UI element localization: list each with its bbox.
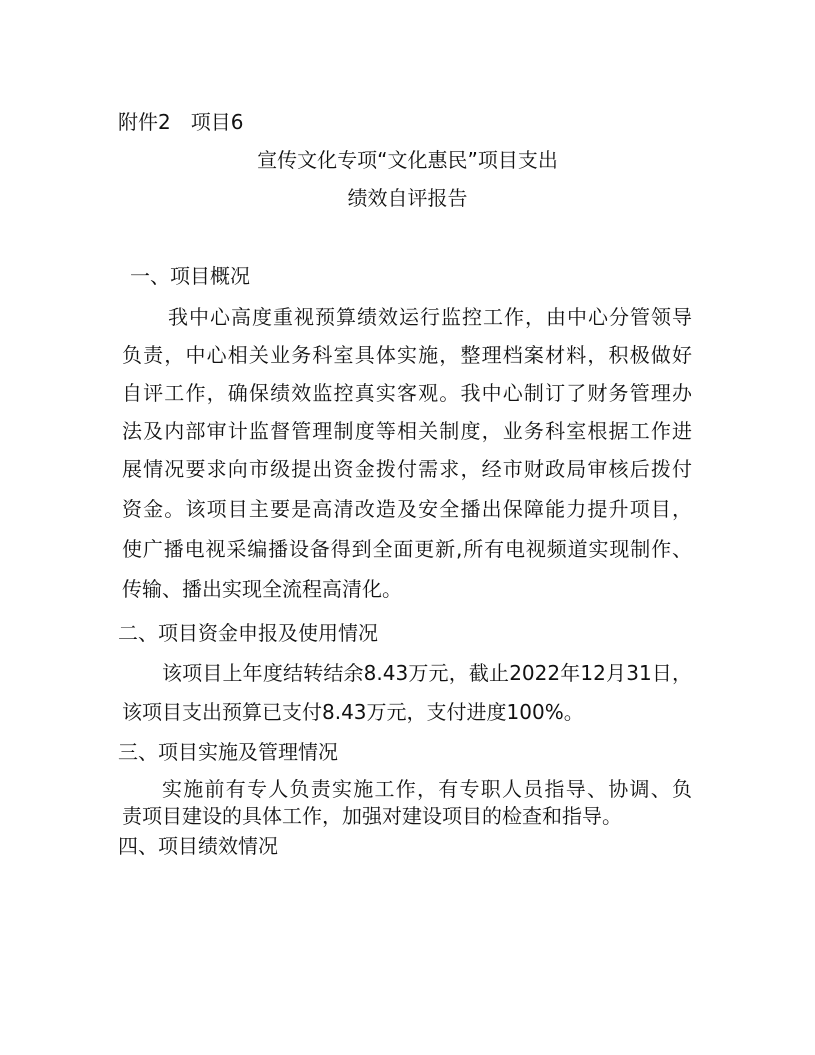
section-1-paragraph-line: 我中心高度重视预算绩效运行监控工作，由中心分管领导 [168,305,692,329]
section-1-paragraph-line: 负责，中心相关业务科室具体实施，整理档案材料，积极做好 [122,343,692,367]
section-4-heading: 四、项目绩效情况 [118,834,278,858]
section-1-heading: 一、项目概况 [130,264,250,288]
section-2-paragraph-line: 该项目支出预算已支付8.43万元，支付进度100%。 [122,700,584,724]
section-1-paragraph-line: 法及内部审计监督管理制度等相关制度，业务科室根据工作进 [122,419,692,443]
section-2-heading: 二、项目资金申报及使用情况 [118,621,378,645]
section-3-paragraph-line: 实施前有专人负责实施工作，有专职人员指导、协调、负 [162,777,692,801]
section-1-paragraph-line: 展情况要求向市级提出资金拨付需求，经市财政局审核后拨付 [122,457,692,481]
document-title-line-1: 宣传文化专项“文化惠民”项目支出 [257,148,558,172]
section-3-paragraph-line: 责项目建设的具体工作，加强对建设项目的检查和指导。 [122,804,622,828]
section-1-paragraph-line: 自评工作，确保绩效监控真实客观。我中心制订了财务管理办 [122,381,692,405]
attachment-label: 附件2 项目6 [118,110,244,134]
section-1-paragraph-line: 资金。该项目主要是高清改造及安全播出保障能力提升项目， [122,497,692,521]
document-title-line-2: 绩效自评报告 [347,186,468,210]
section-1-paragraph-line: 使广播电视采编播设备得到全面更新,所有电视频道实现制作、 [122,537,692,561]
section-2-paragraph-line: 该项目上年度结转结余8.43万元，截止2022年12月31日， [162,661,692,685]
section-3-heading: 三、项目实施及管理情况 [118,740,338,764]
section-1-paragraph-line: 传输、播出实现全流程高清化。 [122,577,402,601]
